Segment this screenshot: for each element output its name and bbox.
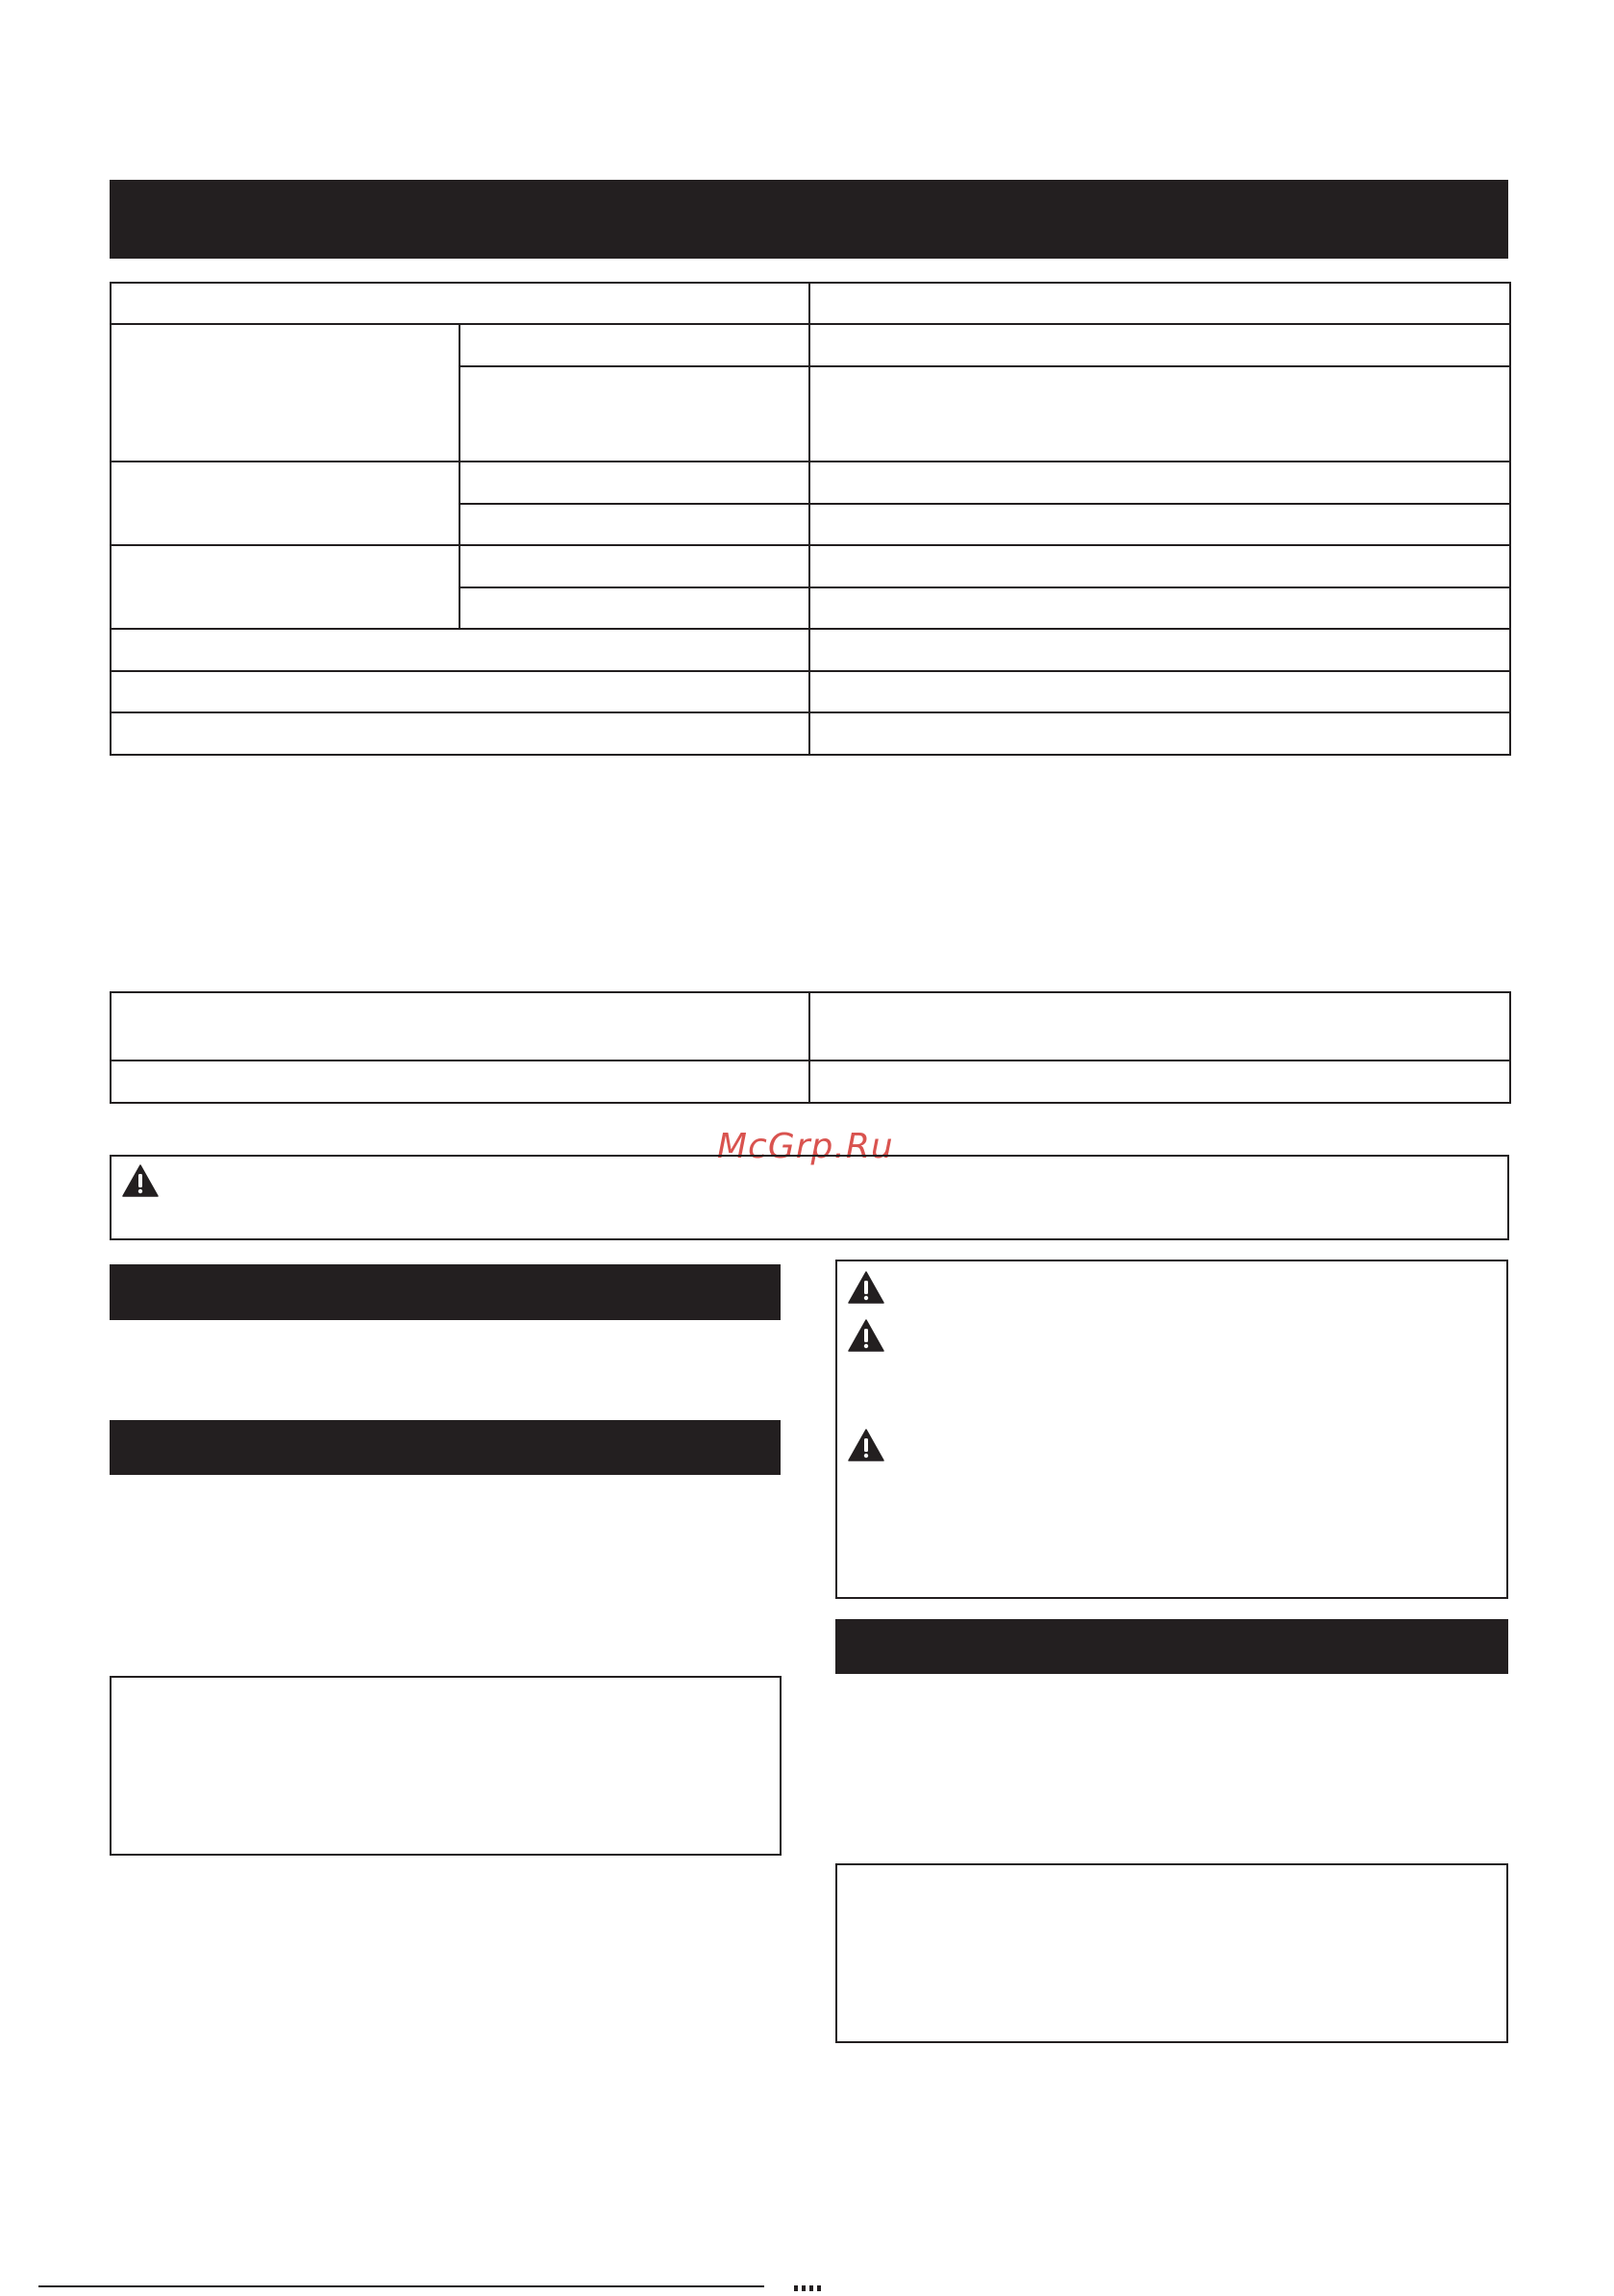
table-cell [111,545,459,629]
table-cell [809,587,1510,629]
section-heading-bar [110,1264,781,1320]
table-cell [111,283,809,324]
table-cell [459,324,809,366]
table-row [111,283,1510,324]
section-heading-bar [835,1619,1508,1674]
table-cell [809,545,1510,587]
warning-triangle-icon [122,1164,159,1197]
watermark: McGrp.Ru [717,1127,894,1166]
note-box [835,1863,1508,2043]
note-box [110,1676,782,1856]
table-cell [111,629,809,671]
table-cell [459,587,809,629]
warning-triangle-icon [848,1271,884,1304]
table-cell [809,366,1510,462]
safety-warning-box [835,1260,1508,1599]
table-cell [459,545,809,587]
table-cell [809,283,1510,324]
table-cell [111,992,809,1061]
page-number-mark [794,2279,836,2288]
specifications-heading-bar [110,180,1508,259]
table-row [111,324,1510,366]
table-row [111,545,1510,587]
table-cell [459,462,809,504]
table-cell [459,504,809,545]
table-cell [809,992,1510,1061]
table-row [111,629,1510,671]
table-row [111,671,1510,712]
table-cell [809,671,1510,712]
table-cell [809,712,1510,755]
table-cell [111,671,809,712]
noise-vibration-table [110,991,1511,1104]
section-heading-bar [110,1420,781,1475]
warning-triangle-icon [848,1429,884,1461]
table-row [111,992,1510,1061]
footer-rule [38,2285,764,2287]
specifications-table [110,282,1511,756]
table-cell [111,462,459,545]
warning-box [110,1155,1509,1240]
warning-triangle-icon [848,1319,884,1352]
table-cell [809,1061,1510,1103]
table-cell [459,366,809,462]
table-row [111,462,1510,504]
table-cell [809,324,1510,366]
table-cell [111,1061,809,1103]
table-cell [809,504,1510,545]
table-cell [111,324,459,462]
table-cell [111,712,809,755]
table-cell [809,629,1510,671]
table-row [111,712,1510,755]
table-row [111,1061,1510,1103]
table-cell [809,462,1510,504]
